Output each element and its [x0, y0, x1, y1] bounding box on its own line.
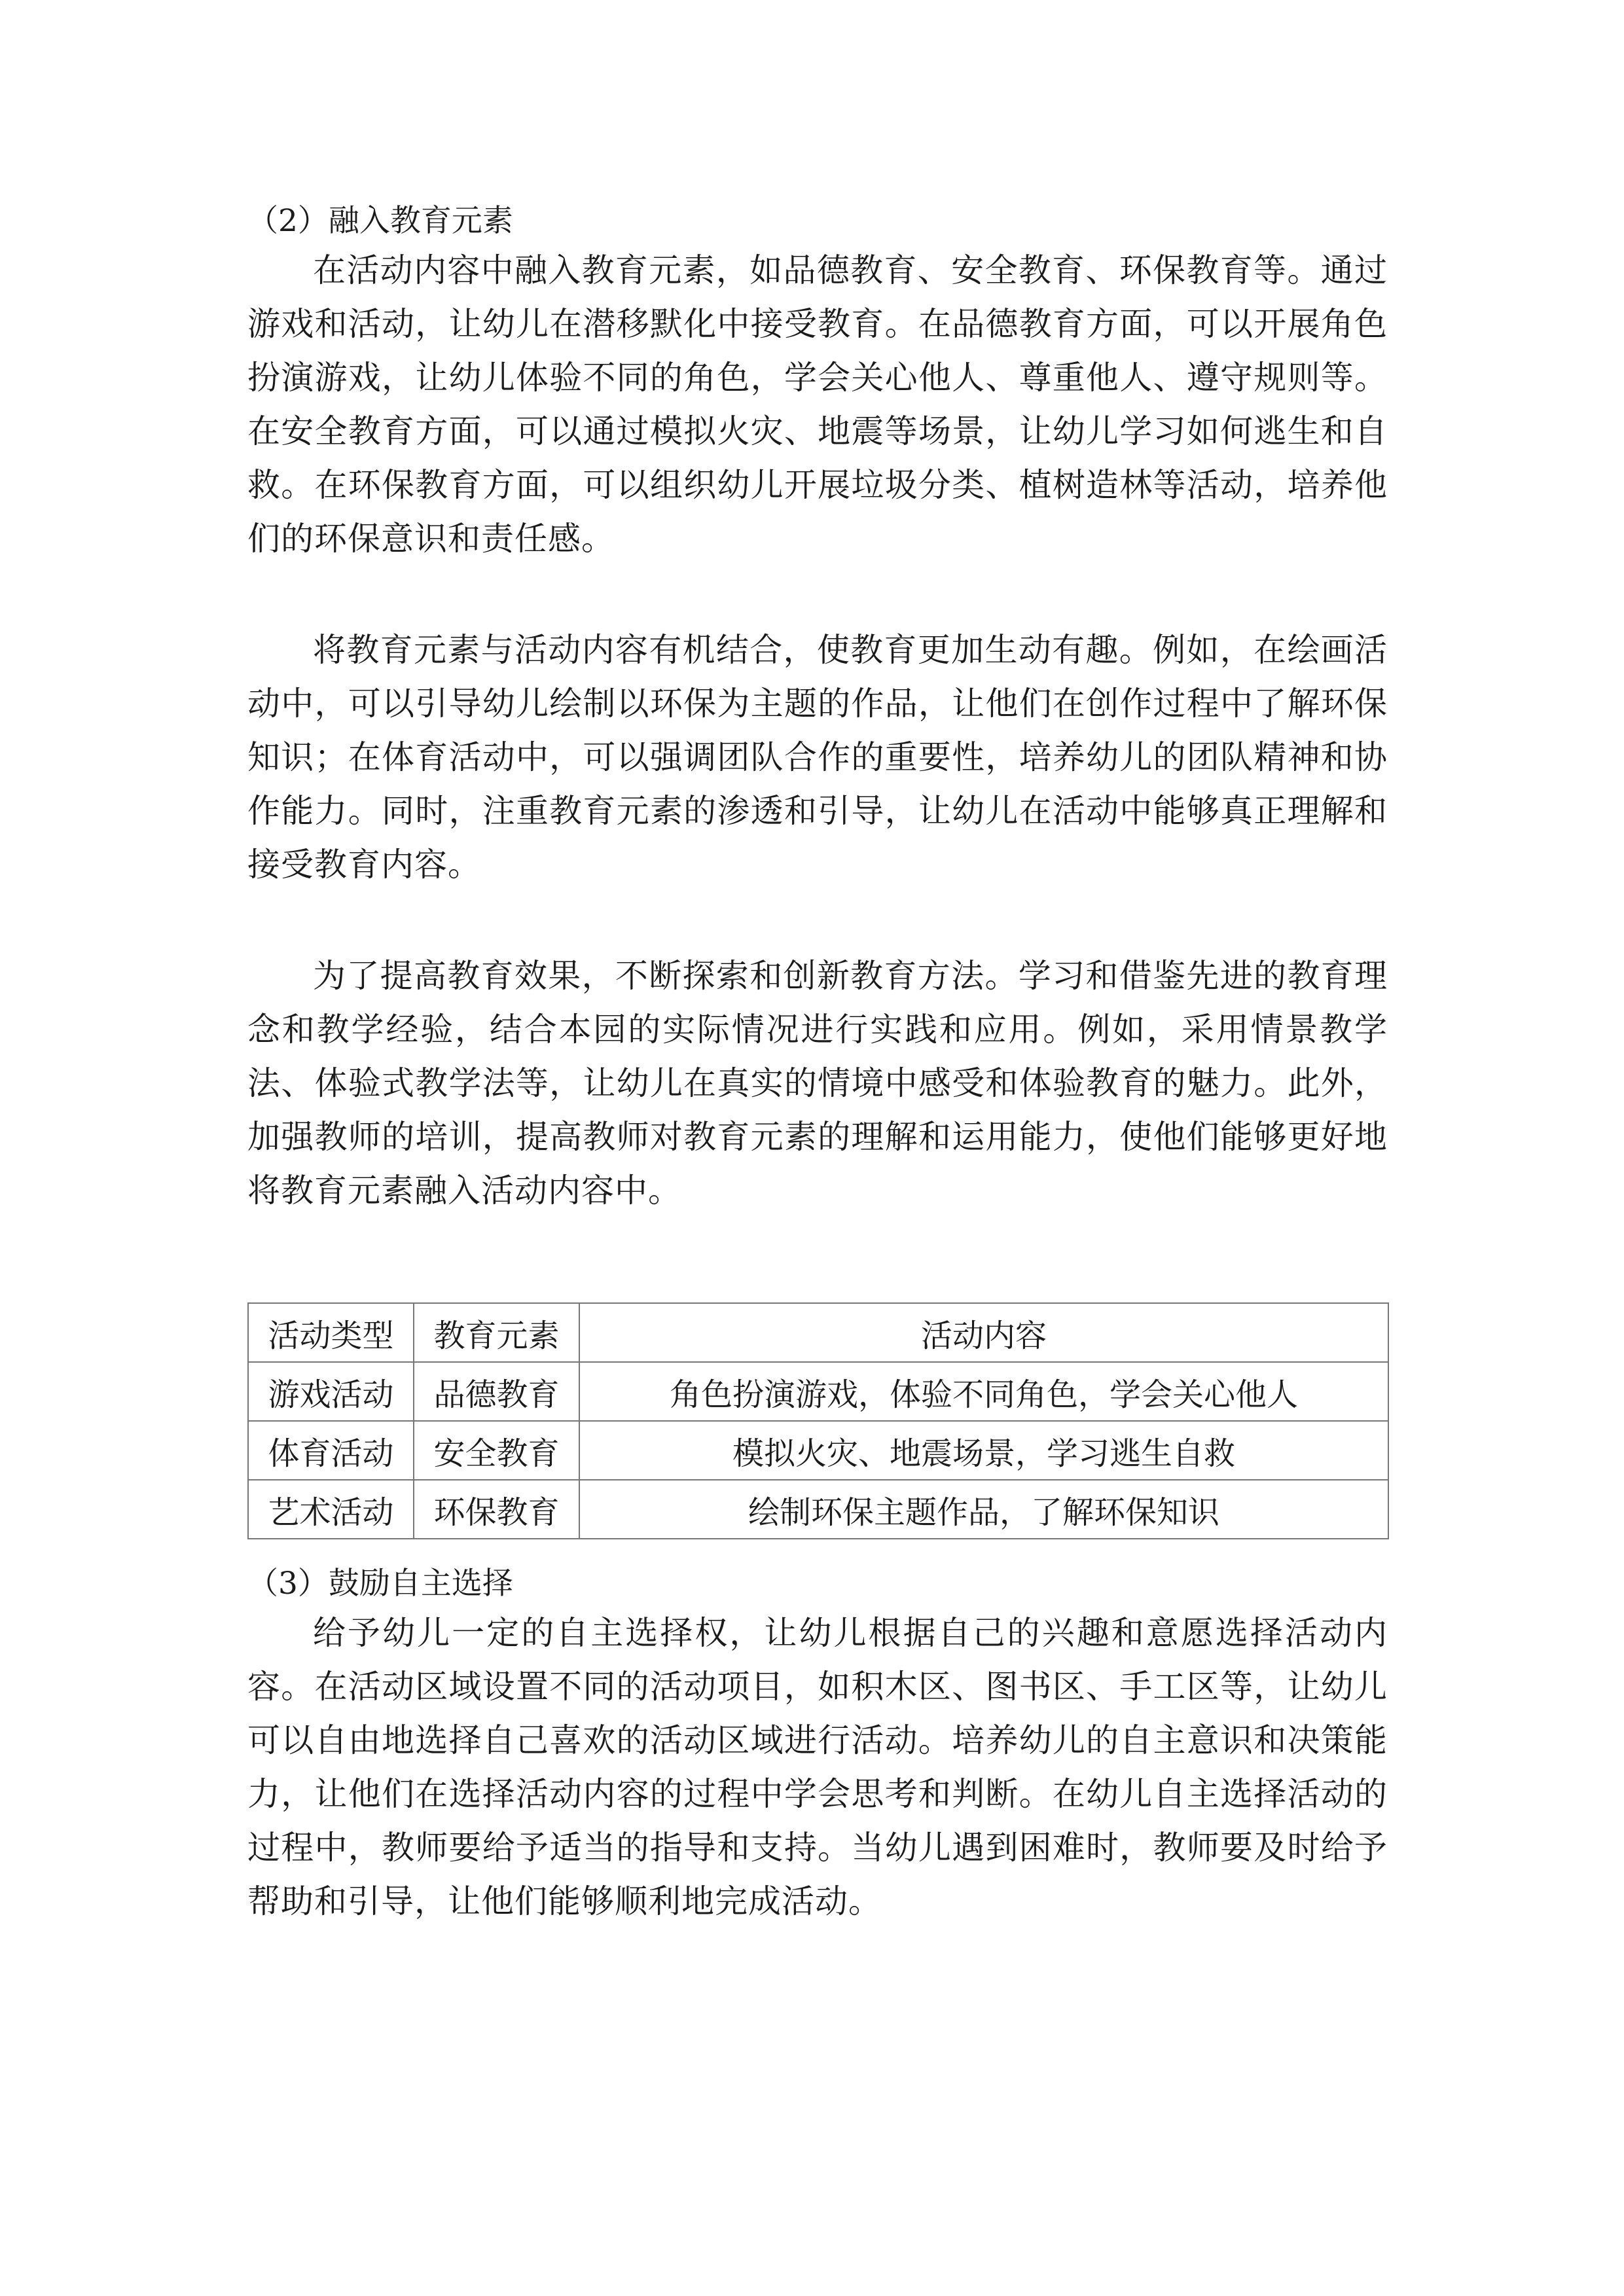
table-cell: 品德教育 — [414, 1362, 579, 1421]
table-header-cell: 教育元素 — [414, 1303, 579, 1362]
table-row — [248, 1421, 1388, 1480]
table-cell: 绘制环保主题作品，了解环保知识 — [579, 1480, 1388, 1539]
paragraph-methods: 为了提高教育效果，不断探索和创新教育方法。学习和借鉴先进的教育理念和教学经验，结合本园的实际情况进行实践和应用。例如，采用情景教学法、体验式教学法等，让幼儿在真实的情境中感受和体验教育的魅力。此外，加强教师的培训，提高教师对教育元素的理解和运用能力，使他们能够更好地将教育元素融入活动内容中。 — [247, 957, 1388, 1210]
table-cell: 安全教育 — [414, 1421, 579, 1480]
table-header-row — [248, 1303, 1388, 1362]
paragraph-education-elements: 在活动内容中融入教育元素，如品德教育、安全教育、环保教育等。通过游戏和活动，让幼儿在潜移默化中接受教育。在品德教育方面，可以开展角色扮演游戏，让幼儿体验不同的角色，学会关心他人、尊重他人、遵守规则等。在安全教育方面，可以通过模拟火灾、地震等场景，让幼儿学习如何逃生和自救。在环保教育方面，可以组织幼儿开展垃圾分类、植树造林等活动，培养他们的环保意识和责任感。 — [247, 251, 1388, 558]
table-cell: 艺术活动 — [248, 1480, 414, 1539]
table-cell: 模拟火灾、地震场景，学习逃生自救 — [579, 1421, 1388, 1480]
table-cell: 游戏活动 — [248, 1362, 414, 1421]
section-heading-2: （2）融入教育元素 — [247, 203, 513, 239]
section-heading-3: （3）鼓励自主选择 — [247, 1566, 513, 1602]
table-cell: 体育活动 — [248, 1421, 414, 1480]
table-cell: 环保教育 — [414, 1480, 579, 1539]
paragraph-integration: 将教育元素与活动内容有机结合，使教育更加生动有趣。例如，在绘画活动中，可以引导幼儿绘制以环保为主题的作品，让他们在创作过程中了解环保知识；在体育活动中，可以强调团队合作的重要性，培养幼儿的团队精神和协作能力。同时，注重教育元素的渗透和引导，让幼儿在活动中能够真正理解和接受教育内容。 — [247, 631, 1388, 884]
activity-education-table — [247, 1302, 1389, 1539]
table-row — [248, 1480, 1388, 1539]
table-header-cell: 活动内容 — [579, 1303, 1388, 1362]
paragraph-autonomous-choice: 给予幼儿一定的自主选择权，让幼儿根据自己的兴趣和意愿选择活动内容。在活动区域设置不同的活动项目，如积木区、图书区、手工区等，让幼儿可以自由地选择自己喜欢的活动区域进行活动。培养幼儿的自主意识和决策能力，让他们在选择活动内容的过程中学会思考和判断。在幼儿自主选择活动的过程中，教师要给予适当的指导和支持。当幼儿遇到困难时，教师要及时给予帮助和引导，让他们能够顺利地完成活动。 — [247, 1614, 1388, 1920]
table-cell: 角色扮演游戏，体验不同角色，学会关心他人 — [579, 1362, 1388, 1421]
table-row — [248, 1362, 1388, 1421]
table-header-cell: 活动类型 — [248, 1303, 414, 1362]
